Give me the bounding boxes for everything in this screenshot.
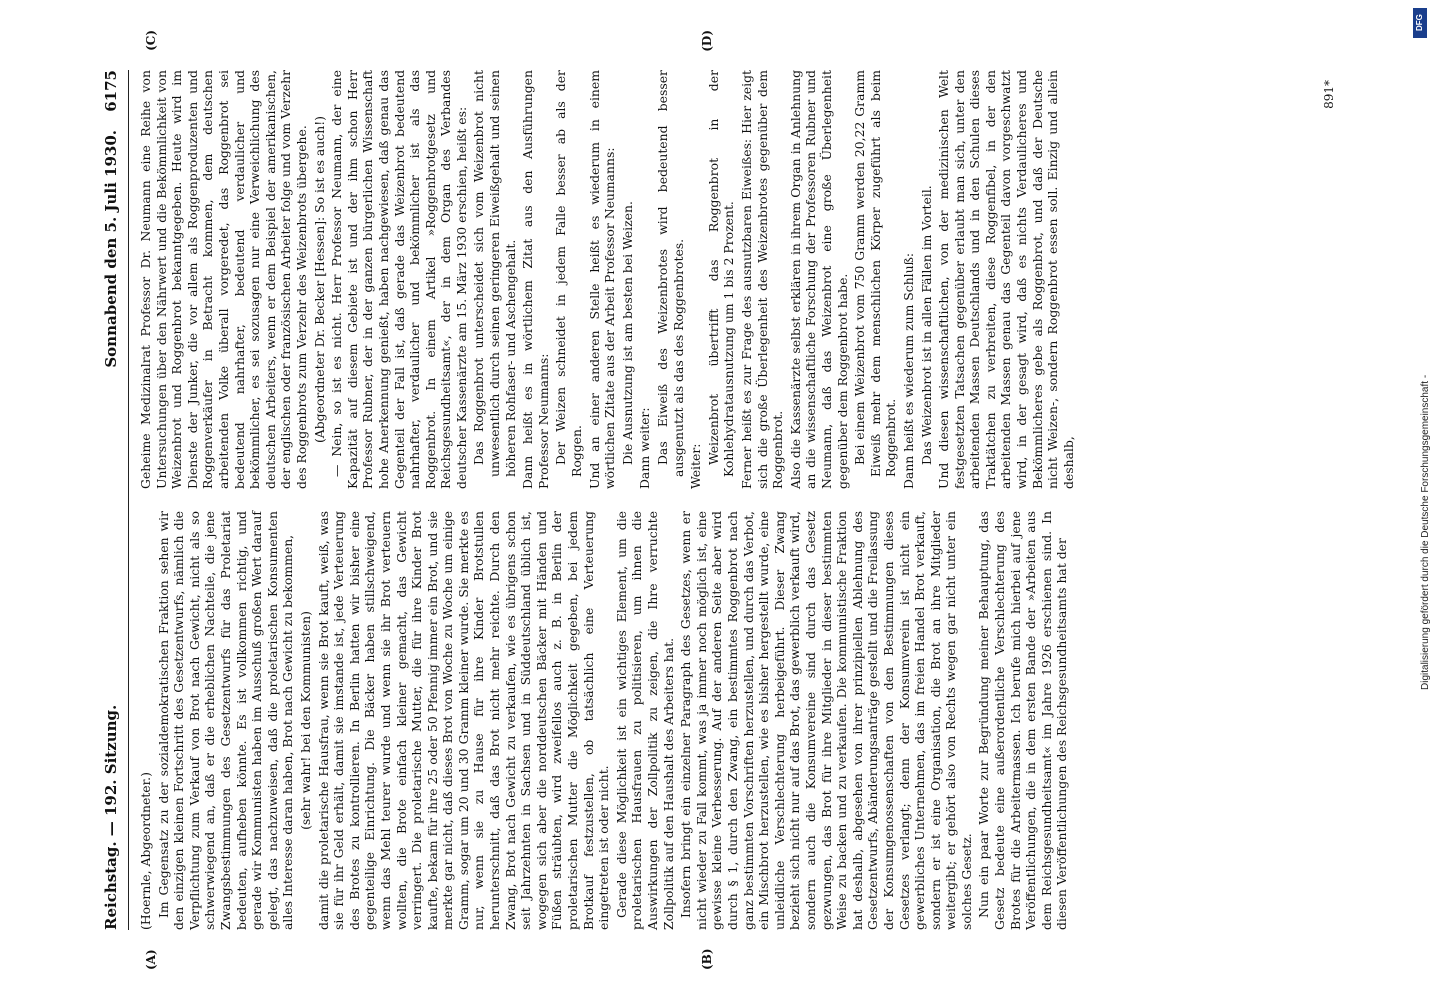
interjection: (sehr wahr! bei den Kommunisten) — [297, 611, 313, 830]
speaker-line: (Hoernle, Abgeordneter.) — [138, 772, 153, 930]
quotation: Das Roggenbrot unterscheidet sich vom Weizenbrot nicht unwesentlich durch seinen geringeren Eiweißgehalt und seinen höheren Rohfaser- und Aschengehalt. — [471, 70, 518, 477]
page-number: 6175 — [102, 70, 120, 112]
quotation: Bei einem Weizenbrot vom 750 Gramm werden 20,22 Gramm Eiweiß mehr dem menschlichen Körper zugeführt als beim Roggenbrot. — [852, 70, 899, 477]
paragraph: Weiter: — [688, 443, 704, 489]
digitization-credit — [1404, 0, 1434, 1000]
paragraph: damit die proletarische Hausfrau, wenn sie Brot kauft, weiß, was sie für ihr Geld erhält, damit sie imstande ist, jede Verteuerung des Brotes zu kontrollieren. In Berlin hatten wir bisher eine gegenteilige Einrichtung. Die Bäcker haben stillschweigend, wenn das Mehl teurer wurde und wenn sie ihr Brot verteuern wollten, die Brote einfach kleiner gemacht, das Gewicht verringert. Die proletarische Mutter, die für ihre Kinder Brot kaufte, bekam für ihre 25 oder 50 Pfennig immer ein Brot, und sie merkte gar nicht, daß dieses Brot von Woche zu Woche um einige Gramm, sogar um 20 und 30 Gramm kleiner wurde. Sie merkte es nur, wenn sie zu Hause für ihre Kinder Brotstullen herunterschnitt, daß das Brot nicht mehr reichte. Durch den Zwang, Brot nach Gewicht zu verkaufen, wie es übrigens schon seit Jahrzehnten in Sachsen und in Süddeutschland üblich ist, wogegen sich aber die norddeutschen Bäcker mit Händen und Füßen sträubten, wird zweifellos auch z. B. in Berlin der proletarischen Mutter die Möglichkeit gegeben, bei jedem Brotkauf festzustellen, ob tatsächlich eine Verteuerung eingetreten ist oder nicht. — [315, 511, 612, 930]
quotation: Die Ausnutzung ist am besten bei Weizen. — [619, 201, 635, 465]
paragraph: Geheime Medizinalrat Professor Dr. Neumann eine Reihe von Untersuchungen über den Nährwert und die Bekömmlichkeit von Weizenbrot und Roggenbrot bekanntgegeben. Heute wird im Dienste der Junker, die vor allem als Roggenproduzenten und Roggenverkäufer in Betracht kommen, dem deutschen arbeitenden Volke überall vorgeredet, das Roggenbrot sei bedeutend nahrhafter, bedeutend verdaulicher und bekömmlicher, es sei sozusagen nur eine Verweichlichung des deutschen Arbeiters, wenn er dem Beispiel der amerikanischen, der englischen oder französischen Arbeiter folge und vom Verzehr des Roggenbrots zum Verzehr des Weizenbrots übergehe. — [138, 70, 309, 489]
quotation: Weizenbrot übertrifft das Roggenbrot in der Kohlehydratausnutzung um 1 bis 2 Prozent. — [705, 70, 737, 477]
paragraph: Nun ein paar Worte zur Begründung meiner Behauptung, das Gesetz bedeute eine außerordentliche Verschlechterung des Brotes für die Arbeitermassen. Ich berufe mich hierbei auf jene Veröffentlichungen, die in dem ersten Bande der »Arbeiten aus dem Reichsgesundheitsamt« im Jahre 1926 erschienen sind. In diesen Veröffentlichungen des Reichsgesundheitsamts hat der — [976, 511, 1070, 930]
paragraph: Im Gegensatz zu der sozialdemokratischen Fraktion sehen wir den einzigen kleinen Fortschritt des Gesetzentwurfs, nämlich die Verpflichtung zum Verkauf von Brot nach Gewicht, nicht als so schwerwiegend an, daß er die erheblichen Nachteile, die jene Zwangsbestimmungen des Gesetzentwurfs für das Proletariat bedeuten, aufheben könnte. Es ist vollkommen richtig, und gerade wir Kommunisten haben im Ausschuß großen Wert darauf gelegt, das nachzuweisen, daß die proletarischen Konsumenten alles Interesse daran haben, Brot nach Gewicht zu bekommen, — [155, 511, 296, 930]
quotation: Der Weizen schneidet in jedem Falle besser ab als der Roggen. — [553, 70, 585, 477]
paragraph: Dann heißt es wiederum zum Schluß: — [900, 252, 916, 489]
credit-text: Digitalisierung gefördert durch die Deutsche Forschungsgemeinschaft - — [1420, 374, 1431, 690]
paragraph: Und an einer anderen Stelle heißt es wiederum in einem wörtlichen Zitate aus der Arbeit Professor Neumanns: — [586, 70, 618, 489]
column-left — [138, 511, 1300, 930]
text-columns — [138, 70, 1300, 930]
paragraph: Dann weiter: — [637, 407, 653, 489]
quotation: Das Eiweiß des Weizenbrotes wird bedeutend besser ausgenutzt als das des Roggenbrotes. — [655, 70, 686, 477]
margin-mark-d: (D) — [700, 30, 714, 52]
margin-mark-a: (A) — [144, 949, 158, 970]
dfg-logo: DFG — [1413, 8, 1427, 38]
margin-mark-b: (B) — [700, 948, 714, 970]
paragraph: Also die Kassenärzte selbst erklären in ihrem Organ in Anlehnung an die wissenschaftliche Forschung der Professoren Rubner und Neumann, daß das Weizenbrot eine große Überlegenheit gegenüber dem Roggenbrot habe. — [787, 70, 850, 489]
header-date: Sonnabend den 5. Juli 1930. — [102, 130, 120, 368]
column-right — [138, 70, 1300, 489]
margin-mark-c: (C) — [144, 30, 158, 51]
page-footer-mark: 891* — [1322, 80, 1336, 109]
paragraph: Ferner heißt es zur Frage des ausnutzbaren Eiweißes: Hier zeigt sich die große Überlegenheit des Weizenbrotes gegenüber dem Roggenbrot. — [738, 70, 786, 489]
paragraph: Insofern bringt ein einzelner Paragraph des Gesetzes, wenn er nicht wieder zu Fall kommt, was ja immer noch möglich ist, eine gewisse kleine Verbesserung. Auf der anderen Seite aber wird durch § 1, durch den Zwang, ein bestimmtes Roggenbrot nach ganz bestimmten Vorschriften herzustellen, und durch das Verbot, ein Mischbrot herzustellen, wie es bisher hergestellt wurde, eine unleidliche Verschlechterung herbeigeführt. Dieser Zwang bezieht sich nicht nur auf das Brot, das gewerblich verkauft wird, sondern auch die Konsumvereine sind durch das Gesetz gezwungen, das Brot für ihre Mitglieder in dieser bestimmten Weise zu backen und zu verkaufen. Die kommunistische Fraktion hat deshalb, abgesehen von ihrer prinzipiellen Ablehnung des Gesetzentwurfs, Abänderungsanträge gestellt und die Freilassung der Konsumgenossenschaften von den Bestimmungen dieses Gesetzes verlangt; denn der Konsumverein ist nicht ein gewerbliches Unternehmen, das im freien Handel Brot verkauft, sondern er ist eine Organisation, die Brot an ihre Mitglieder weitergibt; er gehört also von Rechts wegen gar nicht unter ein solches Gesetz. — [678, 511, 974, 930]
scanned-page — [60, 0, 1360, 1000]
paragraph: Gerade diese Möglichkeit ist ein wichtiges Element, um die proletarischen Hausfrauen zu politisieren, um ihnen die Auswirkungen der Zollpolitik zu zeigen, die Ihre verruchte Zollpolitik auf den Haushalt des Arbeiters hat. — [613, 511, 676, 930]
paragraph: Und diesen wissenschaftlichen, von der medizinischen Welt festgesetzten Tatsachen gegenüber erlaubt man sich, unter den arbeitenden Massen Deutschlands und in den Schulen dieses Traktätchen zu verbreiten, diese Roggenfibel, in der den arbeitenden Massen genau das Gegenteil davon vorgeschwatzt wird, in der gesagt wird, daß es nichts Verdaulicheres und Bekömmlicheres gebe als Roggenbrot, und daß der Deutsche nicht Weizen-, sondern Roggenbrot essen soll. Einzig und allein deshalb, — [936, 70, 1076, 489]
interjection: (Abgeordneter Dr. Becker [Hessen]: So ist es auch!) — [311, 115, 327, 444]
header-left: Reichstag. — 192. Sitzung. — [102, 704, 120, 930]
paragraph: — Nein, so ist es nicht. Herr Professor Neumann, der eine Kapazität auf diesem Gebiete ist und der ihm schon Herr Professor Rubner, der in der ganzen bürgerlichen Wissenschaft hohe Anerkennung genießt, haben nachgewiesen, daß genau das Gegenteil der Fall ist, daß gerade das Weizenbrot bedeutend nahrhafter, verdaulicher und bekömmlicher ist als das Roggenbrot. In einem Artikel »Roggenbrotgesetz und Reichsgesundheitsamt«, der in dem Organ des Verbandes deutscher Kassenärzte am 15. März 1930 erschien, heißt es: — [329, 70, 469, 489]
page-header — [98, 70, 129, 930]
paragraph: Dann heißt es in wörtlichem Zitat aus den Ausführungen Professor Neumanns: — [520, 70, 551, 489]
quotation: Das Weizenbrot ist in allen Fällen im Vorteil. — [918, 185, 934, 465]
